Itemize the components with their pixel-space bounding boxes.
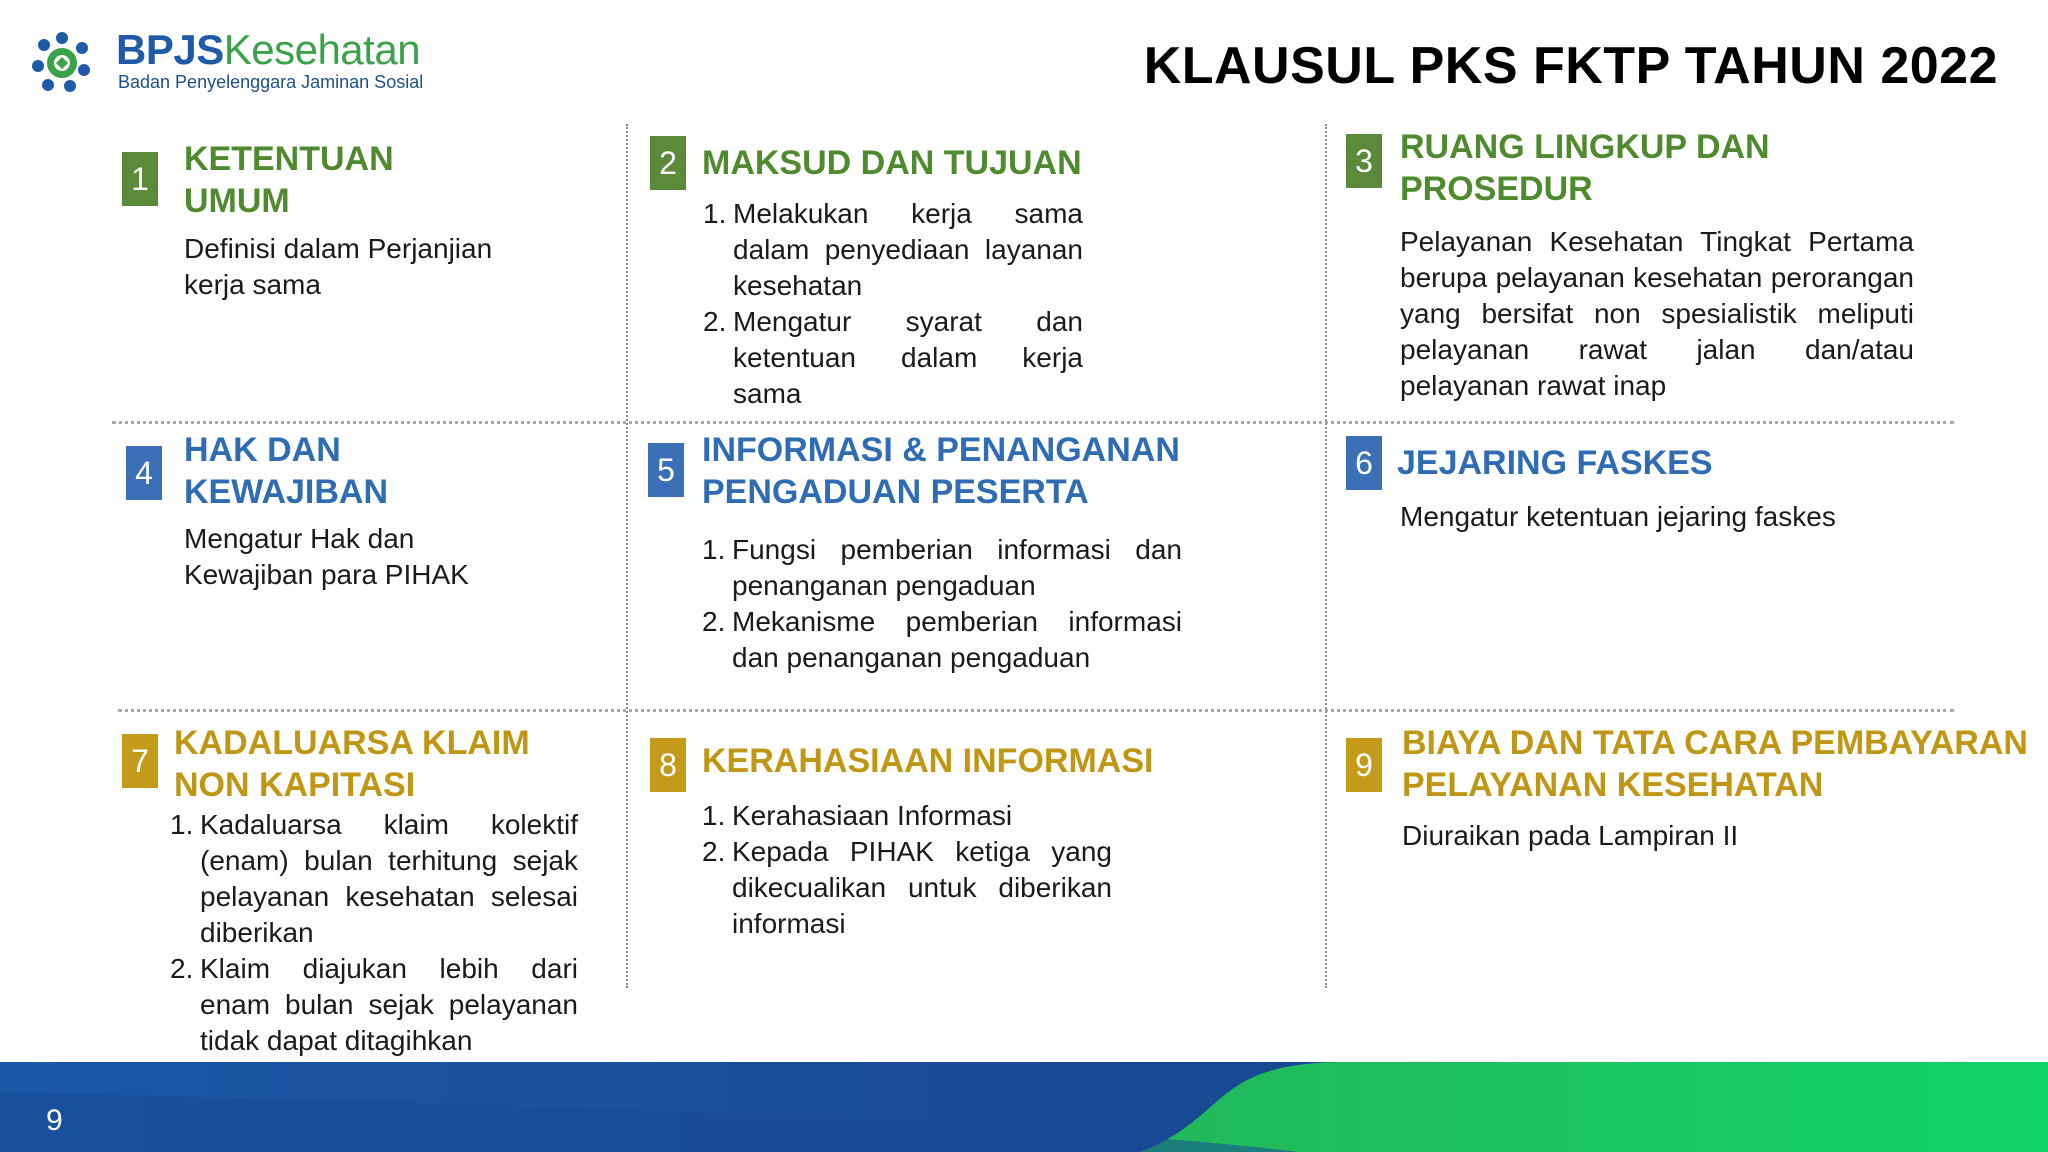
section-title-4: HAK DAN KEWAJIBAN <box>184 431 389 511</box>
section-text-9: Diuraikan pada Lampiran II <box>1402 820 1739 851</box>
section-title-2: MAKSUD DAN TUJUAN <box>702 144 1082 182</box>
section-text-6: Mengatur ketentuan jejaring faskes <box>1400 501 1836 532</box>
bpjs-logo <box>30 28 430 98</box>
logo-brand-name: BPJSKesehatan <box>116 26 421 73</box>
section-number-2: 2 <box>650 136 686 190</box>
section-list-5 <box>702 532 1182 676</box>
logo-tagline: Badan Penyelenggara Jaminan Sosial <box>118 72 424 92</box>
section-title-7: KADALUARSA KLAIM NON KAPITASI <box>174 724 530 804</box>
section-title-9: BIAYA DAN TATA CARA PEMBAYARAN PELAYANAN KESEHATAN <box>1402 724 2028 804</box>
list-item: 1. Kerahasiaan Informasi <box>702 800 1013 831</box>
section-title-6: JEJARING FASKES <box>1397 444 1713 482</box>
section-title-3: RUANG LINGKUP DAN PROSEDUR <box>1400 128 1770 208</box>
list-item: 1. Fungsi pemberian informasi dan penanganan pengaduan <box>702 534 1182 601</box>
list-item: 2. Mekanisme pemberian informasi dan penanganan pengaduan <box>702 606 1182 673</box>
section-text-3: Pelayanan Kesehatan Tingkat Pertama berupa pelayanan kesehatan perorangan yang bersifat non spesialistik meliputi pelayanan rawat jalan dan/atau pelayanan rawat inap <box>1400 226 1914 401</box>
section-list-2 <box>703 196 1083 412</box>
list-item: 2. Klaim diajukan lebih dari enam bulan sejak pelayanan tidak dapat ditagihkan <box>170 953 578 1056</box>
section-number-1: 1 <box>122 152 158 206</box>
section-list-7 <box>170 807 578 1059</box>
list-item: 2. Kepada PIHAK ketiga yang dikecualikan untuk diberikan informasi <box>702 836 1112 939</box>
section-number-5: 5 <box>648 443 684 497</box>
list-item: 1. Melakukan kerja sama dalam penyediaan layanan kesehatan <box>703 198 1083 301</box>
bpjs-emblem-icon <box>30 30 94 94</box>
column-divider-1 <box>626 124 628 988</box>
section-list-8 <box>702 798 1112 942</box>
section-number-8: 8 <box>650 738 686 792</box>
page-number: 9 <box>46 1104 63 1137</box>
section-number-7: 7 <box>122 734 158 788</box>
section-number-4: 4 <box>126 446 162 500</box>
row-divider-2 <box>118 709 1954 712</box>
section-text-1: Definisi dalam Perjanjian kerja sama <box>184 233 493 300</box>
list-item: 1. Kadaluarsa klaim kolektif (enam) bulan terhitung sejak pelayanan kesehatan selesai diberikan <box>170 809 578 948</box>
section-title-5: INFORMASI & PENANGANAN PENGADUAN PESERTA <box>702 431 1180 511</box>
slide-title: KLAUSUL PKS FKTP TAHUN 2022 <box>1143 37 1998 95</box>
section-number-3: 3 <box>1346 134 1382 188</box>
section-title-1: KETENTUAN UMUM <box>184 140 394 220</box>
footer-banner <box>0 1062 2048 1152</box>
section-number-6: 6 <box>1346 436 1382 490</box>
list-item: 2. Mengatur syarat dan ketentuan dalam kerja sama <box>703 306 1083 409</box>
section-text-4: Mengatur Hak dan Kewajiban para PIHAK <box>184 523 469 590</box>
row-divider-1 <box>112 421 1954 424</box>
column-divider-2 <box>1325 124 1327 988</box>
section-title-8: KERAHASIAAN INFORMASI <box>702 742 1154 780</box>
section-number-9: 9 <box>1346 738 1382 792</box>
